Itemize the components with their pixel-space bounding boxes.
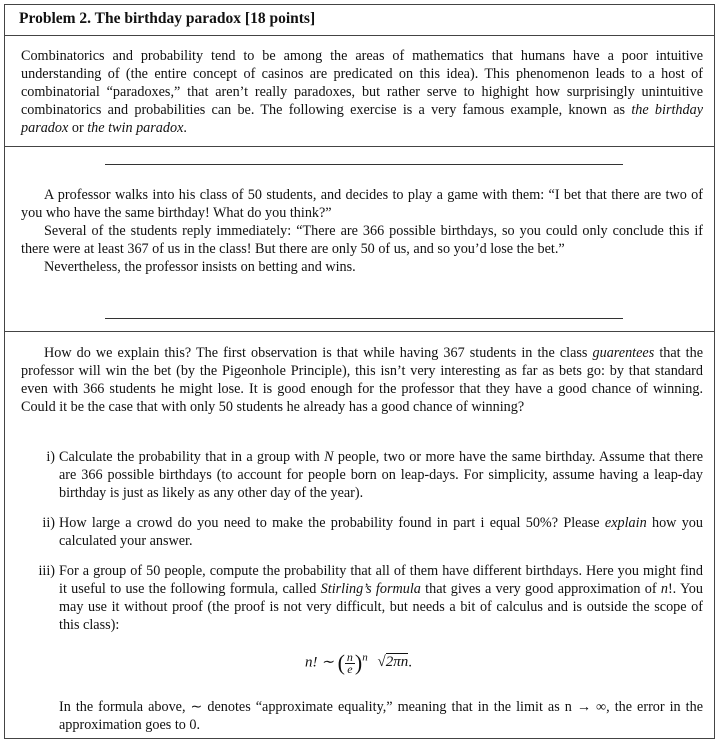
- explanation-emphasis: guarentees: [592, 345, 655, 361]
- fraction-denominator: e: [347, 661, 353, 676]
- formula-exponent: n: [362, 651, 368, 664]
- story-paragraph-3: Nevertheless, the professor insists on betting and wins.: [44, 259, 356, 275]
- formula-note-text: In the formula above, ∼ denotes “approximate equality,” meaning that in the limit as n → ∞, the error in the approximation goes to 0.: [59, 699, 703, 733]
- left-paren-icon: (: [337, 650, 345, 675]
- question-item-iii: [21, 562, 703, 634]
- intro-connector: or: [68, 120, 88, 136]
- story-paragraph-2: Several of the students reply immediately: “There are 366 possible birthdays, so you could only conclude this if there were at least 367 of us in the class! But there are only 50 of us, and so you’d lose the bet.”: [21, 223, 703, 257]
- question-number: ii): [42, 515, 55, 531]
- horizontal-rule: [105, 318, 623, 319]
- intro-end: .: [183, 120, 187, 136]
- question-text-end: !. You may use it without proof (the proof is not very difficult, but needs a bit of calculus and is outside the scope of this class):: [59, 581, 703, 633]
- problem-frame: [4, 4, 715, 739]
- story-section: [21, 186, 703, 276]
- explanation-text: How do we explain this? The first observation is that while having 367 students in the class: [44, 345, 593, 361]
- question-text: How large a crowd do you need to make the probability found in part i equal 50%? Please: [59, 515, 605, 531]
- math-variable: n: [660, 581, 668, 597]
- question-text-continued: people, two or more have the same birthday. Assume that there are 366 possible birthdays (to account for people born on leap-days. For simplicity, assume having a leap-day birthday is just as likely as any other day of the year).: [59, 449, 703, 501]
- fraction: [345, 649, 355, 676]
- sqrt-argument: 2πn: [385, 654, 409, 671]
- intro-emphasis-birthday: the birthday paradox: [21, 102, 704, 136]
- section-divider: [5, 146, 714, 147]
- question-item-ii: [21, 514, 703, 550]
- explanation-text-continued: that the professor will win the bet (by the Pigeonhole Principle), this isn’t very interesting as far as bets go: by that standard even with 366 students he might lose. It is good enough for the professor that they have a good chance of winning. Could it be the case that with only 50 students he already has a good chance of winning?: [21, 345, 703, 415]
- formula-note: [21, 698, 703, 734]
- right-paren-icon: ): [354, 650, 363, 675]
- question-emphasis: Stirling’s formula: [320, 581, 421, 597]
- section-divider: [5, 331, 714, 332]
- question-text-continued: how you calculated your answer.: [59, 515, 703, 549]
- problem-title: Problem 2. The birthday paradox [18 points]: [19, 10, 316, 27]
- stirling-formula: [305, 650, 412, 676]
- title-bar: [5, 5, 714, 36]
- fraction-numerator: n: [346, 649, 353, 664]
- intro-paragraph: [21, 47, 703, 137]
- sqrt-icon: √: [377, 654, 386, 671]
- question-text: For a group of 50 people, compute the probability that all of them have different birthdays. Here you might find it useful to use the following formula, called: [59, 563, 703, 597]
- question-list: [21, 448, 703, 634]
- intro-text: Combinatorics and probability tend to be among the areas of mathematics that humans have a poor intuitive understanding of (the entire concept of casinos are predicated on this idea). This phenomenon leads to a host of combinatorial “paradoxes,” that aren’t really paradoxes, but rather serve to highight how surprisingly unintuitive combinatorics and probabilities can be. The following exercise is a very famous example, known as: [21, 48, 703, 118]
- formula-lhs: n! ∼: [305, 654, 334, 671]
- question-emphasis: explain: [604, 515, 647, 531]
- question-item-i: [21, 448, 703, 502]
- story-paragraph-1: A professor walks into his class of 50 students, and decides to play a game with them: “I bet that there are two of you who have the same birthday! What do you think?”: [21, 187, 703, 221]
- intro-emphasis-twin: the twin paradox: [87, 120, 184, 136]
- math-variable: N: [324, 449, 334, 465]
- question-text: Calculate the probability that in a group with: [59, 449, 325, 465]
- explanation-paragraph: [21, 344, 703, 416]
- formula-period: .: [408, 654, 412, 671]
- horizontal-rule: [105, 164, 623, 165]
- question-text-continued: that gives a very good approximation of: [420, 581, 661, 597]
- question-number: i): [46, 449, 55, 465]
- question-number: iii): [38, 563, 55, 579]
